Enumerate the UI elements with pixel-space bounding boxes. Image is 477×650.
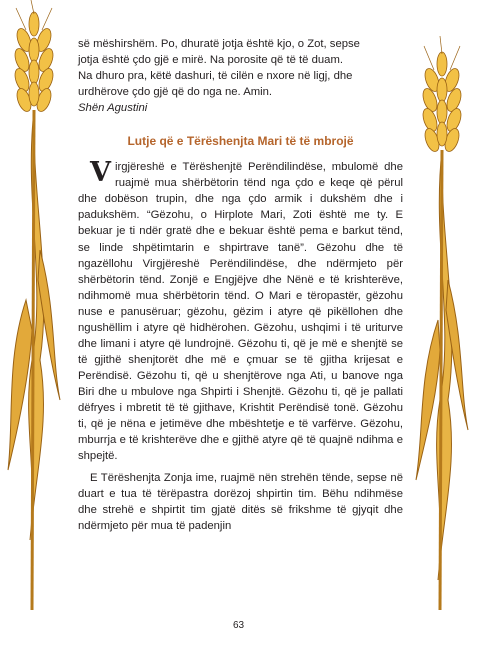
intro-line: së mëshirshëm. Po, dhuratë jotja është kjo, o Zot, sepse: [78, 38, 360, 50]
text-column: [78, 36, 403, 534]
intro-line: Na dhuro pra, këtë dashuri, të cilën e nxore në ligj, dhe: [78, 70, 353, 83]
prayer-paragraph-2: E Tërëshenjta Zonja ime, ruajmë nën strehën tënde, sepse në duart e tua të tërëpastra dorëzoj shpirtin tim. Bëhu ndihmëse dhe strehë e shpirtit tim gjatë ditës së frikshme të gjyqit dhe ndërmjeto për mua të padenjin: [78, 472, 403, 533]
page-number: 63: [232, 620, 245, 631]
prayer-paragraph-1-text: irgjëreshë e Tërëshenjtë Perëndilindëse, mbulomë dhe ruajmë mua shërbëtorin tënd nga çdo e keqe që përul dhe dobëson trupin, dhe nga çdo armik i dukshëm dhe i padukshëm. “Gëzohu, o Hirplote Mari, Zoti është me ty. E bekuar je ti ndër gratë dhe e bekuar është pema e barkut tënd, se linde shpëtimtarin e shpirtrave tanë”. Gëzohu dhe të ngazëllohu Virgjëreshë Perëndilindëse, dhe ndërmjeto për shërbëtorin tënd. Zonjë e Engjëjve dhe Nënë e të krishterëve, ndihmomë mua shërbëtorin tënd. O Mari e tëropastër, gëzohu nuse e panusëruar; gëzohu, gëzim i atyre që pikëllohen dhe ngushëllim i atyre që hidhërohen. Gëzohu, ushqimi i të uriturve dhe limani i atyre që lundrojnë. Gëzohu ti, që je më e shenjtë se të gjithë shenjtorët dhe më e çmuar se të gjitha krijesat e Perëndisë. Gëzohu ti, që u shenjtërove nga Ati, u banove nga Biri dhe u mbulove nga Shpirti i Shenjtë. Gëzohu ti, që je pallati dëfryes i mbretit të të gjithave, Krishtit Perëndisë tonë. Gëzohu ti, që je nëna e jetimëve dhe mbështetje e të varfërve. Gëzohu, mburrja e të krishterëve dhe e gjithë atyre që të quajnë ndihma e shpejtë.: [78, 161, 403, 463]
drop-cap: V: [90, 157, 111, 189]
intro-line: urdhërove çdo gjë që do nga ne. Amin.: [78, 86, 273, 99]
wheat-ornament-left: [4, 0, 66, 612]
intro-line: jotja është çdo gjë e mirë. Na porosite që të të duam.: [78, 54, 343, 67]
signature: Shën Agustini: [78, 102, 148, 115]
intro-block: [78, 36, 403, 116]
prayer-paragraph-1: [78, 159, 403, 464]
wheat-ornament-right: [410, 0, 472, 612]
prayer-heading: Lutje që e Tërëshenjta Mari të të mbrojë: [127, 134, 354, 149]
prayer-body: [78, 159, 403, 534]
